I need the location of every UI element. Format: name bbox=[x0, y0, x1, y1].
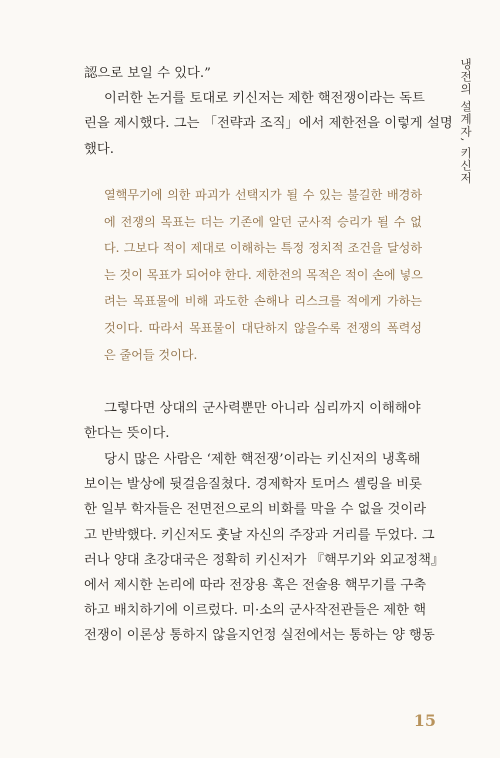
text-line: 당시 많은 사람은 ‘제한 핵전쟁’이라는 키신저의 냉혹해 bbox=[104, 452, 421, 467]
quote-line: 다. 그보다 적이 제대로 이해하는 특정 정치적 조건을 달성하 bbox=[104, 241, 422, 256]
quote-line: 열핵무기에 의한 파괴가 선택지가 될 수 있는 불길한 배경하 bbox=[104, 188, 422, 202]
text-line: 러나 양대 초강대국은 정확히 키신저가 『핵무기와 외교정책』 bbox=[84, 552, 445, 568]
text-line: 보이는 발상에 뒷걸음질쳤다. 경제학자 토머스 셸링을 비롯 bbox=[84, 477, 422, 493]
text-line: 認으로 보일 수 있다.” bbox=[84, 66, 211, 81]
running-header: 냉전의 설계자, 키신저 bbox=[459, 58, 473, 185]
paragraph-psychology bbox=[84, 396, 420, 446]
text-line: 그렇다면 상대의 군사력뿐만 아니라 심리까지 이해해야 bbox=[104, 401, 421, 416]
text-line: 고 반박했다. 키신저도 훗날 자신의 주장과 거리를 두었다. 그 bbox=[84, 527, 435, 543]
text-line: 린을 제시했다. 그는 「전략과 조직」에서 제한전을 이렇게 설명 bbox=[84, 116, 453, 132]
quote-line: 려는 목표물에 비해 과도한 손해나 리스크를 적에게 가하는 bbox=[104, 294, 422, 309]
text-line: 하고 배치하기에 이르렀다. 미·소의 군사작전관들은 제한 핵 bbox=[84, 603, 427, 619]
quote-line: 에 전쟁의 목표는 더는 기존에 알던 군사적 승리가 될 수 없 bbox=[104, 214, 422, 229]
quote-line: 은 줄어들 것이다. bbox=[104, 347, 198, 362]
quote-line: 것이다. 따라서 목표물이 대단하지 않을수록 전쟁의 폭력성 bbox=[104, 320, 422, 335]
paragraph-limited-nuclear-war bbox=[84, 447, 445, 649]
text-line: 한다는 뜻이다. bbox=[84, 426, 170, 442]
text-line: 전쟁이 이론상 통하지 않을지언정 실전에서는 통하는 양 행동 bbox=[84, 628, 435, 644]
text-line: 한 일부 학자들은 전면전으로의 비화를 막을 수 없을 것이라 bbox=[84, 502, 427, 518]
text-line: 했다. bbox=[84, 141, 114, 157]
quote-line: 는 것이 목표가 되어야 한다. 제한전의 목적은 적이 손에 넣으 bbox=[104, 267, 423, 282]
paragraph-intro bbox=[84, 61, 453, 162]
text-line: 이러한 논거를 토대로 키신저는 제한 핵전쟁이라는 독트 bbox=[104, 91, 425, 107]
page-number: 15 bbox=[413, 711, 436, 730]
block-quote bbox=[104, 182, 422, 368]
text-line: 에서 제시한 논리에 따라 전장용 혹은 전술용 핵무기를 구축 bbox=[84, 578, 427, 594]
